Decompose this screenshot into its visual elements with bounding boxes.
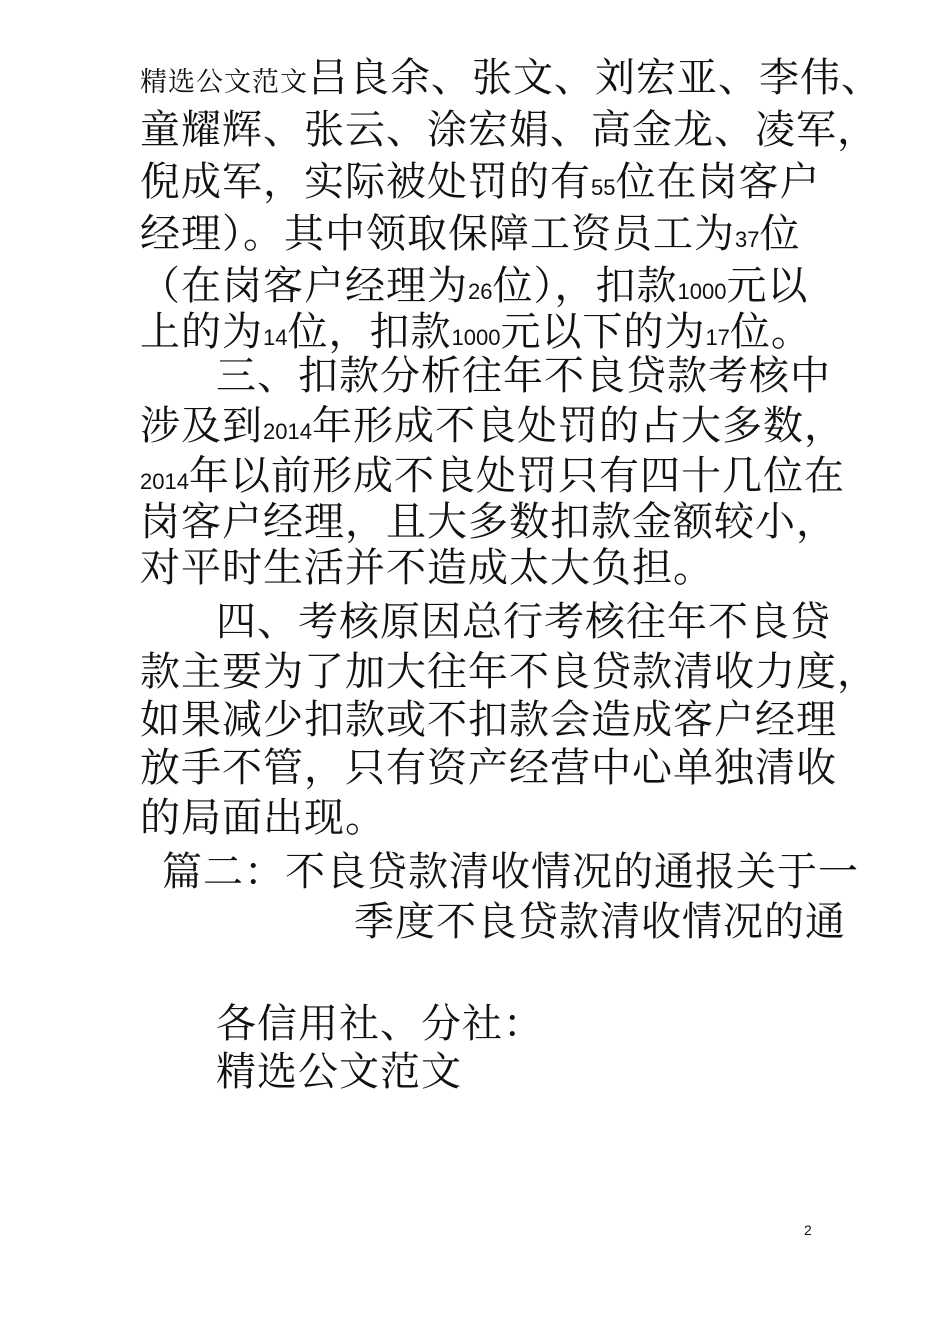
text: （在岗客户经理为: [140, 263, 468, 309]
number: 2014: [263, 419, 312, 444]
body-line-14: [140, 694, 837, 746]
text: 对平时生活并不造成太大负担。: [140, 545, 714, 591]
body-line-2: [140, 104, 878, 156]
number: 1000: [451, 325, 501, 350]
text: 三、扣款分析往年不良贷款考核中: [216, 353, 831, 399]
text: 位），扣款: [492, 263, 678, 309]
text: 元以下的为: [500, 309, 706, 355]
number: 26: [468, 279, 493, 304]
text: 上的为: [140, 309, 263, 355]
text: 年以前形成不良处罚只有四十几位在: [188, 453, 845, 499]
text: 篇二：不良贷款清收情况的通报关于一: [162, 849, 859, 895]
body-line-3: [140, 156, 820, 214]
body-line-4: [140, 208, 800, 266]
text: 位，扣款: [287, 309, 452, 355]
body-line-10: [140, 496, 837, 548]
text: 倪成军，实际被处罚的有: [140, 159, 591, 205]
body-line-16: [140, 792, 386, 844]
text: 如果减少扣款或不扣款会造成客户经理: [140, 697, 837, 743]
number: 1000: [677, 279, 727, 304]
text: 吕良余、张文、刘宏亚、李伟、: [308, 55, 882, 101]
number: 55: [591, 175, 616, 200]
number: 14: [263, 325, 288, 350]
number: 17: [705, 325, 730, 350]
text: 款主要为了加大往年不良贷款清收力度，: [140, 649, 878, 695]
header-tag: 精选公文范文: [140, 67, 308, 98]
body-line-12: [216, 596, 831, 648]
text: 经理）。其中领取保障工资员工为: [140, 211, 735, 257]
salutation: [216, 998, 544, 1050]
body-line-13: [140, 646, 878, 698]
number: 2014: [140, 469, 189, 494]
page-number: 2: [804, 1222, 812, 1238]
text: 各信用社、分社：: [216, 1001, 544, 1047]
text: 季度不良贷款清收情况的通: [354, 899, 846, 945]
text: 年形成不良处罚的占大多数，: [311, 403, 845, 449]
section-heading-line-1: [162, 846, 859, 898]
text: 岗客户经理，且大多数扣款金额较小，: [140, 499, 837, 545]
text: 位在岗客户: [615, 159, 821, 205]
body-line-11: [140, 542, 714, 594]
text: 位: [759, 211, 801, 257]
text: 元以: [726, 263, 809, 309]
section-heading-line-2: [354, 896, 846, 948]
text: 精选公文范文: [216, 1049, 462, 1095]
text: 放手不管，只有资产经营中心单独清收: [140, 745, 837, 791]
footer-tag: [216, 1046, 462, 1098]
text: 童耀辉、张云、涂宏娟、高金龙、凌军，: [140, 107, 878, 153]
body-line-7: [216, 350, 831, 402]
text: 四、考核原因总行考核往年不良贷: [216, 599, 831, 645]
text: 的局面出现。: [140, 795, 386, 841]
body-line-15: [140, 742, 837, 794]
text: 位。: [729, 309, 812, 355]
body-line-1: [140, 52, 882, 109]
text: 涉及到: [140, 403, 263, 449]
number: 37: [735, 227, 760, 252]
